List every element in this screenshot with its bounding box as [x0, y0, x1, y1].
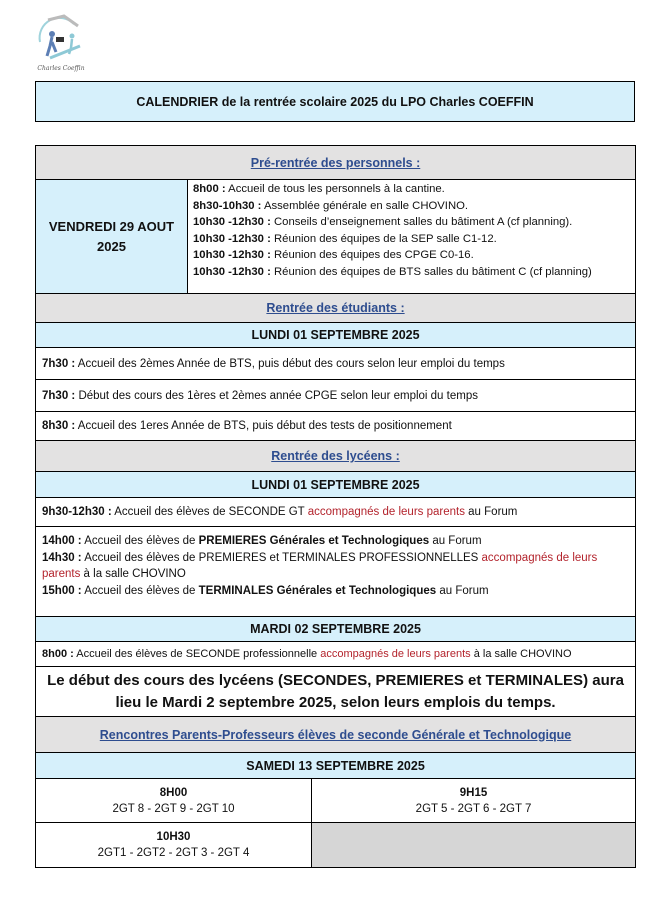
page-title: CALENDRIER de la rentrée scolaire 2025 du LPO Charles COEFFIN	[35, 81, 635, 122]
course-start-notice: Le début des cours des lycéens (SECONDES, PREMIERES et TERMINALES) aura lieu le Mardi 2 septembre 2025, selon leurs emplois du temps.	[36, 667, 636, 717]
notice-row	[36, 667, 636, 717]
meeting-slots-row	[36, 823, 636, 868]
schedule-row-multi: 14h00 : Accueil des élèves de PREMIERES Générales et Technologiques au Forum 14h30 : Accueil des élèves de PREMIERES et TERMINALES PROFESSIONNELLES accompagnés de leurs parents à la salle CHOVINO 15h00 : Accueil des élèves de TERMINALES Générales et Technologiques au Forum	[36, 527, 636, 617]
section-title: Rentrée des lycéens :	[271, 449, 400, 463]
empty-slot	[312, 823, 636, 868]
section-title: Pré-rentrée des personnels :	[250, 155, 421, 170]
pre-rentree-row	[36, 180, 636, 294]
schedule-item: 10h30 -12h30 : Réunion des équipes de la SEP salle C1-12.	[193, 232, 497, 245]
section-title: Rentrée des étudiants :	[266, 301, 405, 315]
day-header: LUNDI 01 SEPTEMBRE 2025	[36, 472, 636, 498]
schedule-item: 8h30-10h30 : Assemblée générale en salle CHOVINO.	[193, 199, 469, 212]
day-header: LUNDI 01 SEPTEMBRE 2025	[36, 323, 636, 348]
schedule-row: 8h00 : Accueil des élèves de SECONDE professionnelle accompagnés de leurs parents à la salle CHOVINO	[36, 642, 636, 667]
logo-caption: Charles Coeffin	[37, 65, 85, 72]
meeting-slot: 9H15 2GT 5 - 2GT 6 - 2GT 7	[312, 779, 636, 823]
schedule-row: 9h30-12h30 : Accueil des élèves de SECONDE GT accompagnés de leurs parents au Forum	[36, 498, 636, 527]
schedule-item: 8h00 : Accueil de tous les personnels à la cantine.	[193, 183, 445, 195]
section-header-rencontres	[36, 717, 636, 753]
schedule-row: 7h30 : Début des cours des 1ères et 2èmes année CPGE selon leur emploi du temps	[36, 380, 636, 412]
schedule-item: 10h30 -12h30 : Réunion des équipes des CPGE C0-16.	[193, 249, 474, 261]
meeting-slot: 10H30 2GT1 - 2GT2 - 2GT 3 - 2GT 4	[36, 823, 312, 868]
day-header: SAMEDI 13 SEPTEMBRE 2025	[36, 753, 636, 779]
schedule-row: 7h30 : Accueil des 2èmes Année de BTS, puis début des cours selon leur emploi du temps	[36, 348, 636, 380]
day-cell	[36, 180, 188, 294]
schedule-item: 10h30 -12h30 : Réunion des équipes de BTS salles du bâtiment C (cf planning)	[193, 265, 592, 278]
day-header: MARDI 02 SEPTEMBRE 2025	[36, 617, 636, 642]
schedule-row: 8h30 : Accueil des 1eres Année de BTS, puis début des tests de positionnement	[36, 412, 636, 441]
school-logo-icon	[34, 12, 88, 62]
day-year: 2025	[97, 238, 126, 254]
section-header-pre-rentree	[36, 146, 636, 180]
school-logo	[34, 12, 88, 72]
meeting-slots-row	[36, 779, 636, 823]
section-header-lyceens	[36, 441, 636, 472]
meeting-slot: 8H00 2GT 8 - 2GT 9 - 2GT 10	[36, 779, 312, 823]
calendar-table	[35, 145, 636, 868]
section-title: Rencontres Parents-Professeurs élèves de seconde Générale et Technologique	[99, 727, 572, 742]
pre-rentree-items	[188, 180, 636, 294]
section-header-etudiants	[36, 294, 636, 323]
schedule-item: 10h30 -12h30 : Conseils d’enseignement salles du bâtiment A (cf planning).	[193, 216, 573, 228]
day-label: VENDREDI 29 AOUT	[48, 218, 175, 234]
